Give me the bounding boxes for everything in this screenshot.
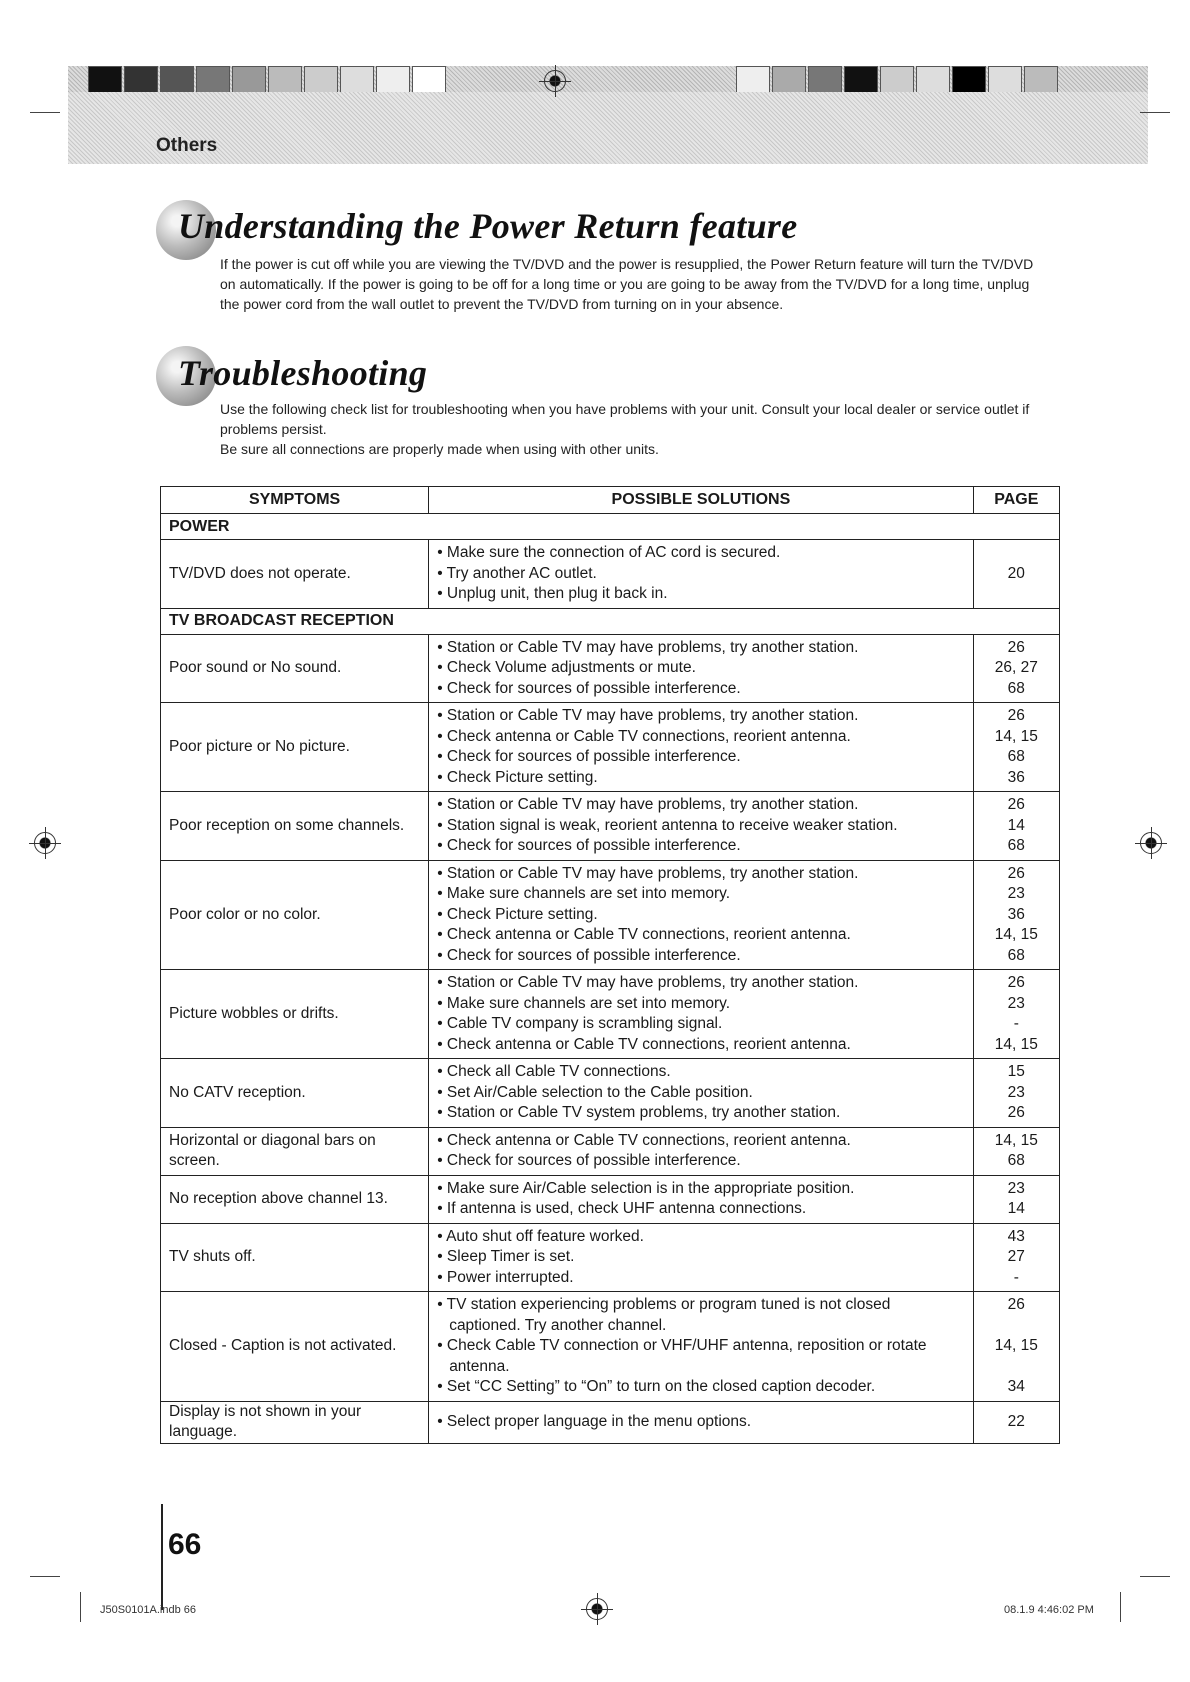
solutions-cell (429, 703, 973, 792)
solution-item: • Make sure the connection of AC cord is secured. (437, 544, 781, 561)
symptom-text: TV/DVD does not operate. (169, 564, 351, 582)
table-row (161, 1223, 1060, 1292)
page-ref: 36 (1007, 905, 1025, 923)
solution-item: • Auto shut off feature worked. (437, 1227, 644, 1245)
page-cell (973, 634, 1059, 703)
troubleshooting-title: Troubleshooting (178, 353, 428, 393)
solution-item: • Check for sources of possible interference. (437, 1152, 741, 1169)
table-category-row (161, 608, 1060, 634)
symptom-text: No reception above channel 13. (169, 1189, 388, 1207)
solution-item: • Check antenna or Cable TV connections, reorient antenna. (437, 727, 851, 745)
page-ref: 68 (1007, 837, 1025, 854)
page-ref: - (1013, 1268, 1019, 1286)
page-ref: 27 (1007, 1248, 1025, 1265)
troubleshooting-table (160, 486, 1060, 1444)
page-ref (982, 1357, 1051, 1378)
symptom-text: Poor color or no color. (169, 905, 321, 923)
page-ref: 36 (1007, 768, 1025, 786)
header-symptoms: SYMPTOMS (161, 487, 429, 514)
solutions-cell (429, 970, 973, 1059)
page-ref: 68 (1007, 946, 1025, 964)
troubleshooting-intro-1: Use the following check list for troubleshooting when you have problems with your unit. Consult your local dealer or service outlet if problems persist. (220, 401, 1030, 437)
troubleshooting-intro (220, 399, 1050, 459)
page-cell (973, 970, 1059, 1059)
table-row (161, 1175, 1060, 1223)
crop-mark (1140, 112, 1170, 113)
table-row (161, 634, 1060, 703)
symptom-text: Poor sound or No sound. (169, 659, 342, 676)
page-ref: 23 (1007, 1179, 1025, 1197)
page-ref: 23 (1007, 885, 1025, 902)
symptom-text: Poor picture or No picture. (169, 737, 350, 755)
table-category-row (161, 514, 1060, 540)
registration-mark-icon (544, 70, 566, 92)
solution-item: • Make sure Air/Cable selection is in the appropriate position. (437, 1179, 855, 1197)
solution-item: • Power interrupted. (437, 1268, 574, 1286)
solution-item: • Select proper language in the menu options. (437, 1412, 752, 1430)
symptom-text: Poor reception on some channels. (169, 816, 405, 834)
crop-mark (1140, 1576, 1170, 1577)
table-row (161, 1292, 1060, 1402)
page-cell (973, 703, 1059, 792)
solutions-cell (429, 1059, 973, 1128)
table-row (161, 1127, 1060, 1175)
page-ref: 68 (1007, 748, 1025, 765)
page-ref: 14, 15 (994, 727, 1038, 745)
page-ref: 14, 15 (994, 926, 1038, 943)
page-ref: 26 (1007, 974, 1025, 991)
table-row (161, 860, 1060, 970)
crop-mark (30, 112, 60, 113)
header-banner (68, 92, 1148, 164)
solution-item: • Check Picture setting. (437, 768, 598, 786)
solution-item: • Make sure channels are set into memory. (437, 885, 731, 902)
symptom-cell (161, 1223, 429, 1292)
solution-item: • Check Volume adjustments or mute. (437, 659, 696, 676)
page-ref: 14, 15 (994, 1131, 1038, 1149)
solution-item: • Set Air/Cable selection to the Cable position. (437, 1083, 753, 1101)
solutions-cell (429, 1223, 973, 1292)
symptom-cell (161, 703, 429, 792)
symptom-cell (161, 1059, 429, 1128)
solutions-cell (429, 1401, 973, 1443)
solutions-cell (429, 1127, 973, 1175)
page-ref (982, 1316, 1051, 1337)
page-cell (973, 540, 1059, 609)
page-number-rule (161, 1504, 163, 1610)
solution-item: • Station or Cable TV may have problems, try another station. (437, 864, 859, 882)
table-row (161, 540, 1060, 609)
symptom-text: Display is not shown in your language. (169, 1402, 362, 1440)
crop-mark (80, 1592, 81, 1622)
page-ref: 26 (1007, 796, 1025, 813)
page-ref: 20 (1007, 564, 1025, 582)
solutions-cell (429, 860, 973, 970)
symptom-cell (161, 634, 429, 703)
section-label: Others (156, 135, 218, 156)
page-number: 66 (168, 1528, 202, 1561)
page-ref: 23 (1007, 994, 1025, 1012)
solution-item: • TV station experiencing problems or program tuned is not closed captioned. Try another channel. (437, 1296, 891, 1334)
solutions-cell (429, 540, 973, 609)
table-row (161, 703, 1060, 792)
page-ref: 15 (1007, 1063, 1025, 1080)
registration-mark-icon (586, 1598, 608, 1620)
page-ref: 34 (1007, 1378, 1025, 1395)
page-ref: 26 (1007, 707, 1025, 724)
symptom-cell (161, 970, 429, 1059)
registration-mark-icon (34, 832, 56, 854)
solution-item: • Station or Cable TV may have problems, try another station. (437, 974, 859, 991)
page-ref: 68 (1007, 1152, 1025, 1169)
solution-item: • If antenna is used, check UHF antenna connections. (437, 1200, 807, 1217)
page-ref: 26 (1007, 1104, 1025, 1121)
page-ref: 68 (1007, 679, 1025, 697)
solution-item: • Station signal is weak, reorient antenna to receive weaker station. (437, 816, 898, 834)
table-category: POWER (161, 514, 1060, 540)
symptom-cell (161, 792, 429, 861)
power-return-title: Understanding the Power Return feature (178, 206, 798, 246)
crop-mark (30, 1576, 60, 1577)
symptom-cell (161, 1292, 429, 1402)
solution-item: • Check antenna or Cable TV connections, reorient antenna. (437, 1035, 851, 1053)
page-ref (982, 543, 1051, 564)
solutions-cell (429, 1175, 973, 1223)
troubleshooting-intro-2: Be sure all connections are properly made when using with other units. (220, 441, 659, 457)
solutions-cell (429, 792, 973, 861)
symptom-cell (161, 860, 429, 970)
table-body (161, 514, 1060, 1444)
symptom-text: Closed - Caption is not activated. (169, 1337, 397, 1354)
symptom-text: TV shuts off. (169, 1248, 256, 1265)
solution-item: • Unplug unit, then plug it back in. (437, 585, 668, 602)
page-ref (982, 584, 1051, 605)
solution-item: • Make sure channels are set into memory. (437, 994, 731, 1012)
print-timestamp: 08.1.9 4:46:02 PM (1004, 1604, 1094, 1616)
symptom-text: Horizontal or diagonal bars on screen. (169, 1131, 376, 1169)
table-header-row (161, 487, 1060, 514)
solution-item: • Check for sources of possible interference. (437, 679, 741, 697)
symptom-cell (161, 1401, 429, 1443)
symptom-cell (161, 540, 429, 609)
solution-item: • Check all Cable TV connections. (437, 1063, 671, 1080)
solution-item: • Station or Cable TV may have problems, try another station. (437, 796, 859, 813)
solution-item: • Sleep Timer is set. (437, 1248, 575, 1265)
file-info: J50S0101A.indb 66 (100, 1604, 197, 1616)
page-ref: 26, 27 (994, 659, 1038, 676)
table-category: TV BROADCAST RECEPTION (161, 608, 1060, 634)
solution-item: • Check for sources of possible interference. (437, 748, 741, 765)
crop-mark (1120, 1592, 1121, 1622)
solution-item: • Check Picture setting. (437, 905, 598, 923)
page-cell (973, 1292, 1059, 1402)
page-ref: 23 (1007, 1083, 1025, 1101)
solution-item: • Cable TV company is scrambling signal. (437, 1015, 723, 1032)
page-ref: 14, 15 (994, 1337, 1038, 1354)
page-ref: 14 (1007, 1200, 1025, 1217)
page-cell (973, 1059, 1059, 1128)
solutions-cell (429, 1292, 973, 1402)
table-row (161, 970, 1060, 1059)
table-row (161, 792, 1060, 861)
solution-item: • Station or Cable TV system problems, try another station. (437, 1104, 841, 1121)
power-return-text: If the power is cut off while you are viewing the TV/DVD and the power is resupplied, the Power Return feature will turn the TV/DVD on automatically. If the power is going to be off for a long time or you are going to be away from the TV/DVD for a long time, unplug the power cord from the wall outlet to prevent the TV/DVD from turning on in your absence. (220, 256, 1034, 312)
table-row (161, 1401, 1060, 1443)
page-cell (973, 792, 1059, 861)
table-row (161, 1059, 1060, 1128)
page-cell (973, 1401, 1059, 1443)
page-cell (973, 1223, 1059, 1292)
symptom-cell (161, 1175, 429, 1223)
page-ref: 14, 15 (994, 1035, 1038, 1053)
page-ref: 43 (1007, 1227, 1025, 1245)
page-ref: 26 (1007, 1296, 1025, 1313)
solutions-cell (429, 634, 973, 703)
solution-item: • Station or Cable TV may have problems, try another station. (437, 638, 859, 656)
page-ref: 26 (1007, 638, 1025, 656)
symptom-text: No CATV reception. (169, 1083, 306, 1101)
page-ref: 22 (1007, 1412, 1025, 1430)
solution-item: • Check for sources of possible interference. (437, 837, 741, 854)
solution-item: • Set “CC Setting” to “On” to turn on the closed caption decoder. (437, 1378, 876, 1395)
page-cell (973, 1175, 1059, 1223)
page-ref: - (1013, 1015, 1019, 1032)
power-return-body (220, 254, 1050, 314)
page-cell (973, 860, 1059, 970)
page-cell (973, 1127, 1059, 1175)
solution-item: • Check antenna or Cable TV connections, reorient antenna. (437, 926, 851, 943)
page-ref: 14 (1007, 816, 1025, 834)
symptom-text: Picture wobbles or drifts. (169, 1004, 339, 1022)
solution-item: • Check for sources of possible interference. (437, 946, 741, 964)
header-solutions: POSSIBLE SOLUTIONS (429, 487, 973, 514)
solution-item: • Try another AC outlet. (437, 564, 597, 582)
page-ref: 26 (1007, 864, 1025, 882)
symptom-cell (161, 1127, 429, 1175)
solution-item: • Check antenna or Cable TV connections, reorient antenna. (437, 1131, 851, 1149)
header-page: PAGE (973, 487, 1059, 514)
solution-item: • Check Cable TV connection or VHF/UHF antenna, reposition or rotate antenna. (437, 1337, 927, 1375)
solution-item: • Station or Cable TV may have problems, try another station. (437, 707, 859, 724)
registration-mark-icon (1140, 832, 1162, 854)
